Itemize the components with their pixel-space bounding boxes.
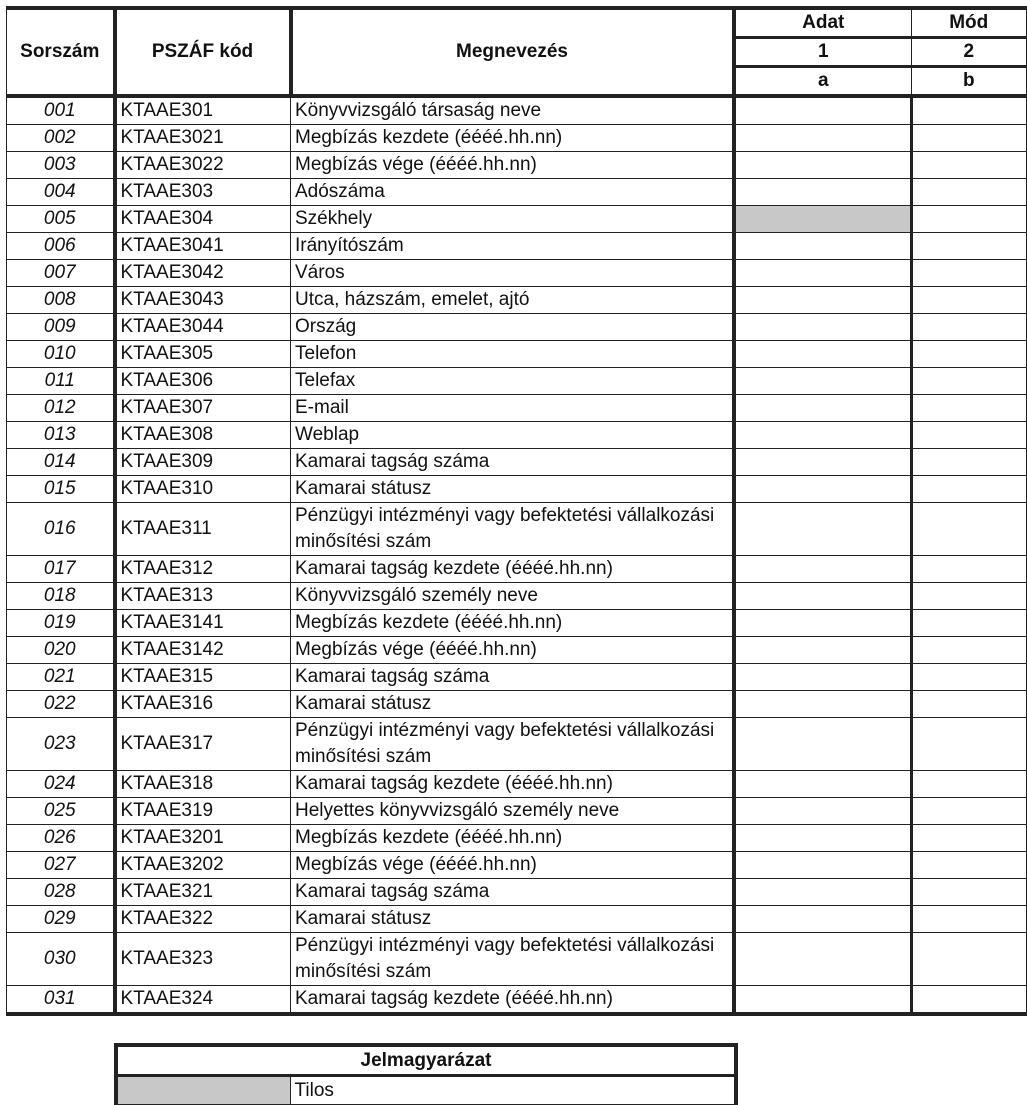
row-pszaf-code: KTAAE3044 [115, 314, 291, 341]
row-adat-cell[interactable] [734, 233, 912, 260]
row-name: Megbízás kezdete (éééé.hh.nn) [291, 825, 734, 852]
row-name: Város [291, 260, 734, 287]
row-mod-cell[interactable] [912, 422, 1027, 449]
row-number: 010 [7, 341, 115, 368]
row-number: 004 [7, 179, 115, 206]
row-name: Megbízás kezdete (éééé.hh.nn) [291, 125, 734, 152]
table-row [7, 718, 1027, 771]
row-pszaf-code: KTAAE323 [115, 933, 291, 986]
row-mod-cell[interactable] [912, 260, 1027, 287]
table-row [7, 96, 1027, 125]
row-mod-cell[interactable] [912, 368, 1027, 395]
row-adat-cell[interactable] [734, 906, 912, 933]
row-pszaf-code: KTAAE324 [115, 986, 291, 1015]
row-name: Irányítószám [291, 233, 734, 260]
table-row [7, 986, 1027, 1015]
row-name: Kamarai tagság kezdete (éééé.hh.nn) [291, 986, 734, 1015]
row-pszaf-code: KTAAE3201 [115, 825, 291, 852]
row-adat-cell[interactable] [734, 691, 912, 718]
row-mod-cell[interactable] [912, 879, 1027, 906]
header-mod: Mód [912, 8, 1027, 38]
table-row [7, 125, 1027, 152]
row-mod-cell[interactable] [912, 906, 1027, 933]
row-pszaf-code: KTAAE3142 [115, 637, 291, 664]
row-adat-cell[interactable] [734, 852, 912, 879]
table-row [7, 233, 1027, 260]
row-adat-cell[interactable] [734, 664, 912, 691]
table-row [7, 503, 1027, 556]
row-pszaf-code: KTAAE303 [115, 179, 291, 206]
row-adat-cell[interactable] [734, 986, 912, 1015]
row-name: Könyvvizsgáló társaság neve [291, 96, 734, 125]
row-mod-cell[interactable] [912, 503, 1027, 556]
row-pszaf-code: KTAAE312 [115, 556, 291, 583]
table-row [7, 556, 1027, 583]
row-name: Megbízás kezdete (éééé.hh.nn) [291, 610, 734, 637]
row-pszaf-code: KTAAE308 [115, 422, 291, 449]
row-mod-cell[interactable] [912, 395, 1027, 422]
table-row [7, 341, 1027, 368]
row-mod-cell[interactable] [912, 610, 1027, 637]
table-row [7, 879, 1027, 906]
row-name: Telefon [291, 341, 734, 368]
table-body [7, 96, 1027, 1014]
row-mod-cell[interactable] [912, 771, 1027, 798]
row-number: 018 [7, 583, 115, 610]
row-pszaf-code: KTAAE309 [115, 449, 291, 476]
row-number: 007 [7, 260, 115, 287]
row-number: 003 [7, 152, 115, 179]
header-pszaf-kod: PSZÁF kód [115, 8, 291, 96]
row-name: Megbízás vége (éééé.hh.nn) [291, 152, 734, 179]
row-mod-cell[interactable] [912, 583, 1027, 610]
row-mod-cell[interactable] [912, 206, 1027, 233]
row-mod-cell[interactable] [912, 179, 1027, 206]
row-adat-cell[interactable] [734, 637, 912, 664]
row-pszaf-code: KTAAE306 [115, 368, 291, 395]
row-mod-cell[interactable] [912, 637, 1027, 664]
row-adat-cell[interactable] [734, 260, 912, 287]
row-pszaf-code: KTAAE313 [115, 583, 291, 610]
row-adat-cell[interactable] [734, 933, 912, 986]
legend-title: Jelmagyarázat [116, 1045, 736, 1076]
table-row [7, 206, 1027, 233]
row-number: 001 [7, 96, 115, 125]
row-number: 002 [7, 125, 115, 152]
row-number: 027 [7, 852, 115, 879]
legend-table [114, 1043, 738, 1105]
row-number: 030 [7, 933, 115, 986]
row-adat-cell[interactable] [734, 503, 912, 556]
row-pszaf-code: KTAAE307 [115, 395, 291, 422]
table-row [7, 260, 1027, 287]
row-pszaf-code: KTAAE319 [115, 798, 291, 825]
table-row [7, 798, 1027, 825]
row-number: 028 [7, 879, 115, 906]
row-name: E-mail [291, 395, 734, 422]
row-name: Adószáma [291, 179, 734, 206]
row-adat-cell[interactable] [734, 771, 912, 798]
row-adat-cell[interactable] [734, 879, 912, 906]
table-row [7, 933, 1027, 986]
table-row [7, 664, 1027, 691]
row-mod-cell[interactable] [912, 125, 1027, 152]
row-adat-cell[interactable] [734, 341, 912, 368]
table-row [7, 476, 1027, 503]
header-sorszam: Sorszám [7, 8, 115, 96]
table-row [7, 368, 1027, 395]
header-megnevezes: Megnevezés [291, 8, 734, 96]
row-name: Kamarai státusz [291, 476, 734, 503]
table-row [7, 179, 1027, 206]
row-number: 011 [7, 368, 115, 395]
row-adat-cell-forbidden [734, 206, 912, 233]
header-adat: Adat [734, 8, 912, 38]
row-adat-cell[interactable] [734, 825, 912, 852]
row-mod-cell[interactable] [912, 825, 1027, 852]
row-adat-cell[interactable] [734, 314, 912, 341]
row-mod-cell[interactable] [912, 691, 1027, 718]
row-number: 022 [7, 691, 115, 718]
table-row [7, 449, 1027, 476]
row-pszaf-code: KTAAE315 [115, 664, 291, 691]
row-name: Pénzügyi intézményi vagy befektetési vállalkozási minősítési szám [291, 933, 734, 986]
row-adat-cell[interactable] [734, 395, 912, 422]
table-row [7, 287, 1027, 314]
row-number: 005 [7, 206, 115, 233]
row-name: Pénzügyi intézményi vagy befektetési vállalkozási minősítési szám [291, 718, 734, 771]
row-pszaf-code: KTAAE310 [115, 476, 291, 503]
row-pszaf-code: KTAAE305 [115, 341, 291, 368]
header-adat-number: 1 [734, 38, 912, 67]
row-number: 006 [7, 233, 115, 260]
data-table [6, 6, 1027, 1016]
row-name: Könyvvizsgáló személy neve [291, 583, 734, 610]
row-adat-cell[interactable] [734, 422, 912, 449]
row-name: Megbízás vége (éééé.hh.nn) [291, 637, 734, 664]
row-pszaf-code: KTAAE301 [115, 96, 291, 125]
row-adat-cell[interactable] [734, 449, 912, 476]
row-number: 026 [7, 825, 115, 852]
table-row [7, 637, 1027, 664]
row-name: Kamarai tagság kezdete (éééé.hh.nn) [291, 556, 734, 583]
row-mod-cell[interactable] [912, 96, 1027, 125]
row-adat-cell[interactable] [734, 718, 912, 771]
row-pszaf-code: KTAAE3042 [115, 260, 291, 287]
row-mod-cell[interactable] [912, 341, 1027, 368]
row-number: 020 [7, 637, 115, 664]
row-number: 023 [7, 718, 115, 771]
table-row [7, 771, 1027, 798]
row-name: Ország [291, 314, 734, 341]
row-pszaf-code: KTAAE311 [115, 503, 291, 556]
row-pszaf-code: KTAAE321 [115, 879, 291, 906]
table-row [7, 314, 1027, 341]
row-adat-cell[interactable] [734, 610, 912, 637]
row-name: Pénzügyi intézményi vagy befektetési vállalkozási minősítési szám [291, 503, 734, 556]
table-row [7, 152, 1027, 179]
row-name: Kamarai státusz [291, 691, 734, 718]
row-pszaf-code: KTAAE3041 [115, 233, 291, 260]
row-mod-cell[interactable] [912, 476, 1027, 503]
row-pszaf-code: KTAAE304 [115, 206, 291, 233]
row-pszaf-code: KTAAE3021 [115, 125, 291, 152]
row-pszaf-code: KTAAE316 [115, 691, 291, 718]
row-mod-cell[interactable] [912, 986, 1027, 1015]
row-name: Kamarai tagság kezdete (éééé.hh.nn) [291, 771, 734, 798]
table-row [7, 825, 1027, 852]
row-adat-cell[interactable] [734, 368, 912, 395]
row-mod-cell[interactable] [912, 718, 1027, 771]
row-number: 012 [7, 395, 115, 422]
row-name: Székhely [291, 206, 734, 233]
row-adat-cell[interactable] [734, 556, 912, 583]
row-name: Kamarai tagság száma [291, 449, 734, 476]
row-pszaf-code: KTAAE3043 [115, 287, 291, 314]
table-row [7, 583, 1027, 610]
row-name: Megbízás vége (éééé.hh.nn) [291, 852, 734, 879]
row-pszaf-code: KTAAE3141 [115, 610, 291, 637]
row-adat-cell[interactable] [734, 476, 912, 503]
row-mod-cell[interactable] [912, 152, 1027, 179]
row-number: 021 [7, 664, 115, 691]
header-adat-letter: a [734, 67, 912, 97]
header-mod-number: 2 [912, 38, 1027, 67]
row-number: 015 [7, 476, 115, 503]
row-name: Kamarai státusz [291, 906, 734, 933]
row-name: Weblap [291, 422, 734, 449]
table-row [7, 422, 1027, 449]
row-number: 019 [7, 610, 115, 637]
table-row [7, 610, 1027, 637]
row-adat-cell[interactable] [734, 179, 912, 206]
row-adat-cell[interactable] [734, 287, 912, 314]
row-adat-cell[interactable] [734, 798, 912, 825]
row-pszaf-code: KTAAE3202 [115, 852, 291, 879]
row-mod-cell[interactable] [912, 287, 1027, 314]
table-row [7, 852, 1027, 879]
row-mod-cell[interactable] [912, 233, 1027, 260]
row-number: 029 [7, 906, 115, 933]
row-number: 024 [7, 771, 115, 798]
row-name: Helyettes könyvvizsgáló személy neve [291, 798, 734, 825]
row-pszaf-code: KTAAE322 [115, 906, 291, 933]
row-number: 008 [7, 287, 115, 314]
row-mod-cell[interactable] [912, 664, 1027, 691]
row-pszaf-code: KTAAE3022 [115, 152, 291, 179]
header-mod-letter: b [912, 67, 1027, 97]
row-number: 016 [7, 503, 115, 556]
row-name: Utca, házszám, emelet, ajtó [291, 287, 734, 314]
row-number: 014 [7, 449, 115, 476]
table-row [7, 691, 1027, 718]
row-number: 009 [7, 314, 115, 341]
row-pszaf-code: KTAAE318 [115, 771, 291, 798]
row-mod-cell[interactable] [912, 933, 1027, 986]
table-row [7, 395, 1027, 422]
row-name: Telefax [291, 368, 734, 395]
row-adat-cell[interactable] [734, 125, 912, 152]
row-name: Kamarai tagság száma [291, 879, 734, 906]
row-mod-cell[interactable] [912, 798, 1027, 825]
row-number: 031 [7, 986, 115, 1015]
row-adat-cell[interactable] [734, 152, 912, 179]
row-pszaf-code: KTAAE317 [115, 718, 291, 771]
row-mod-cell[interactable] [912, 852, 1027, 879]
row-name: Kamarai tagság száma [291, 664, 734, 691]
row-mod-cell[interactable] [912, 449, 1027, 476]
legend-forbidden-swatch [116, 1076, 290, 1105]
row-adat-cell[interactable] [734, 96, 912, 125]
table-row [7, 906, 1027, 933]
row-adat-cell[interactable] [734, 583, 912, 610]
row-number: 025 [7, 798, 115, 825]
row-number: 017 [7, 556, 115, 583]
row-number: 013 [7, 422, 115, 449]
legend-forbidden-label: Tilos [290, 1076, 736, 1105]
row-mod-cell[interactable] [912, 314, 1027, 341]
table-header [7, 8, 1027, 96]
row-mod-cell[interactable] [912, 556, 1027, 583]
